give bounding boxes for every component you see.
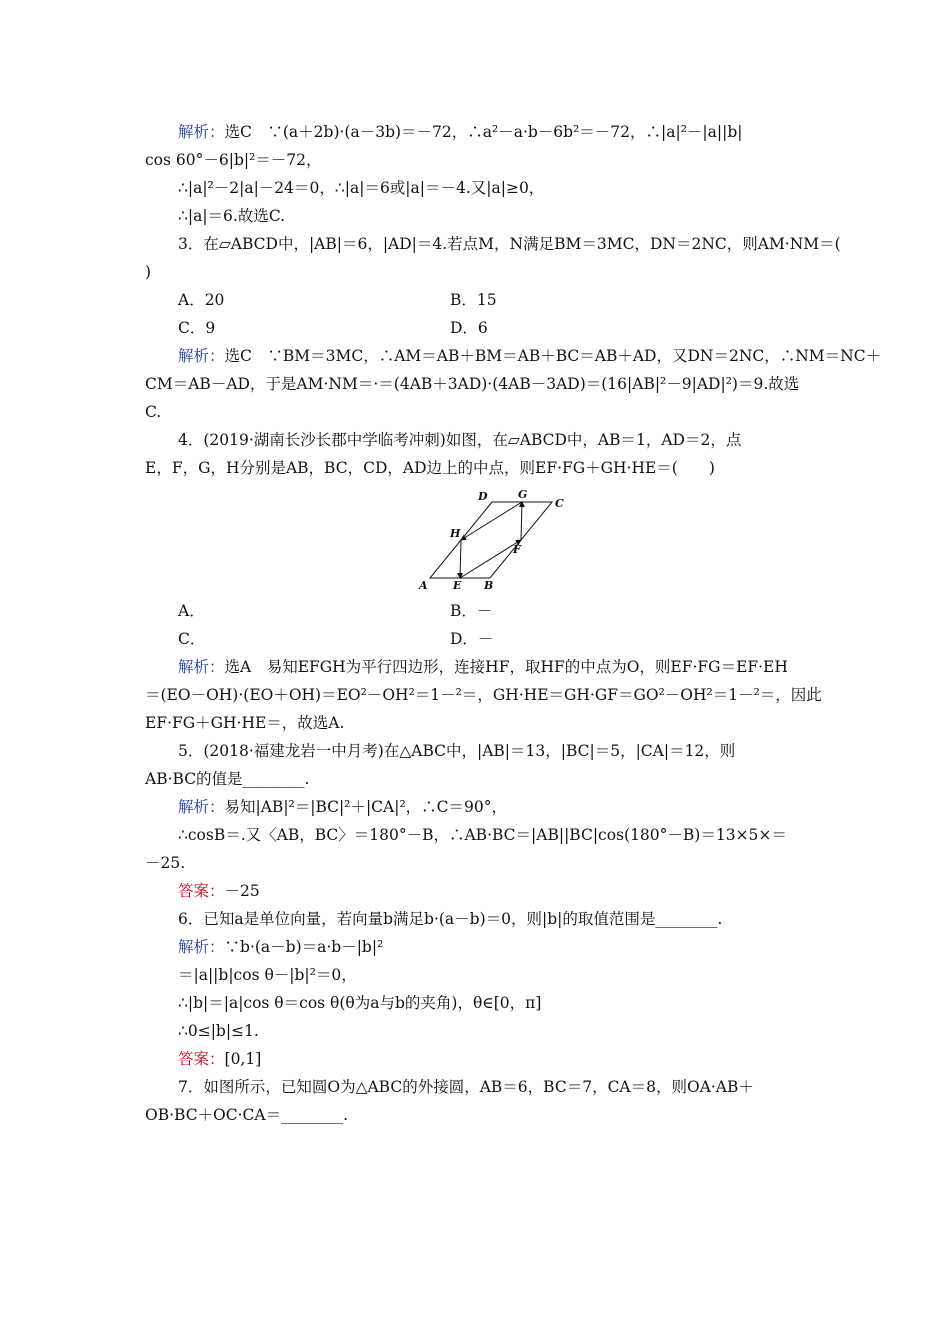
question-6: 6．已知a是单位向量，若向量b满足b·(a－b)＝0，则|b|的取值范围是________. — [178, 910, 723, 928]
question-5: 5．(2018·福建龙岩一中月考)在△ABC中，|AB|＝13，|BC|＝5，|CA|＝12，则 — [178, 742, 736, 760]
text-line: OB·BC＋OC·CA＝________. — [145, 1106, 349, 1124]
text-line: ＝(EO－OH)·(EO＋OH)＝EO²－OH²＝1－²＝，GH·HE＝GH·GF＝GO²－OH²＝1－²＝，因此 — [145, 686, 822, 704]
text-line: －25. — [145, 854, 186, 872]
option-b: B．15 — [450, 291, 497, 309]
solution-label: 解析： — [178, 658, 225, 676]
question-3: 3．在▱ABCD中，|AB|＝6，|AD|＝4.若点M，N满足BM＝3MC，DN＝2NC，则AM·NM＝( — [178, 235, 841, 253]
text-line: 解析：选C ∵BM＝3MC，∴AM＝AB＋BM＝AB＋BC＝AB＋AD，又DN＝2NC，∴NM＝NC＋ — [178, 347, 882, 365]
option-a: A．20 — [178, 291, 225, 309]
vertex-label: E — [453, 579, 462, 592]
text-line: CM＝AB－AD，于是AM·NM＝·＝(4AB＋3AD)·(4AB－3AD)＝(16|AB|²－9|AD|²)＝9.故选 — [145, 375, 800, 393]
option-d: D．6 — [450, 319, 488, 337]
vertex-label: D — [478, 490, 488, 503]
text-line: ＝|a||b|cos θ－|b|²＝0， — [178, 966, 357, 984]
text-line: 解析：∵b·(a－b)＝a·b－|b|² — [178, 938, 384, 956]
text-line: 解析：选C ∵(a＋2b)·(a－3b)＝－72，∴a²－a·b－6b²＝－72，∴|a|²－|a||b| — [178, 123, 743, 141]
text-line: ∴|a|＝6.故选C. — [178, 207, 286, 225]
answer-label: 答案： — [178, 1050, 225, 1068]
text-line: C. — [145, 403, 162, 421]
text-line: ∴|a|²－2|a|－24＝0，∴|a|＝6或|a|＝－4.又|a|≥0， — [178, 179, 545, 197]
vertex-label: G — [518, 488, 528, 501]
vertex-label: H — [450, 527, 461, 540]
parallelogram-figure — [414, 488, 576, 592]
solution-label: 解析： — [178, 938, 225, 956]
solution-label: 解析： — [178, 798, 225, 816]
option-c: C．9 — [178, 319, 216, 337]
text-line: E，F，G，H分别是AB，BC，CD，AD边上的中点，则EF·FG＋GH·HE＝( ) — [145, 459, 715, 477]
solution-label: 解析： — [178, 123, 225, 141]
vertex-label: C — [555, 497, 564, 510]
answer-line: 答案：－25 — [178, 882, 260, 900]
answer-label: 答案： — [178, 882, 225, 900]
text-line: 解析：选A 易知EFGH为平行四边形，连接HF，取HF的中点为O，则EF·FG＝EF·EH — [178, 658, 788, 676]
vertex-label: A — [419, 579, 428, 592]
text-line: ∴0≤|b|≤1. — [178, 1022, 259, 1040]
text-line: ) — [145, 263, 152, 281]
text-line: ∴cosB＝.又〈AB，BC〉＝180°－B，∴AB·BC＝|AB||BC|cos(180°－B)＝13×5×＝ — [178, 826, 787, 844]
question-4: 4．(2019·湖南长沙长郡中学临考冲刺)如图，在▱ABCD中，AB＝1，AD＝2，点 — [178, 431, 742, 449]
option-d: D．－ — [450, 630, 494, 648]
option-a: A． — [178, 602, 205, 620]
text-line: ∴|b|＝|a|cos θ＝cos θ(θ为a与b的夹角)，θ∈[0，π] — [178, 994, 542, 1012]
text-line: 解析：易知|AB|²＝|BC|²＋|CA|²，∴C＝90°， — [178, 798, 507, 816]
text-line: EF·FG＋GH·HE＝，故选A. — [145, 714, 345, 732]
question-7: 7．如图所示，已知圆O为△ABC的外接圆，AB＝6，BC＝7，CA＝8，则OA·AB＋ — [178, 1078, 754, 1096]
vertex-label: F — [513, 543, 521, 556]
vertex-label: B — [484, 579, 494, 592]
text-line: cos 60°－6|b|²＝－72， — [145, 151, 322, 169]
solution-label: 解析： — [178, 347, 225, 365]
option-c: C． — [178, 630, 206, 648]
answer-line: 答案：[0,1] — [178, 1050, 262, 1068]
text-line: AB·BC的值是________. — [145, 770, 310, 788]
option-b: B．－ — [450, 602, 493, 620]
